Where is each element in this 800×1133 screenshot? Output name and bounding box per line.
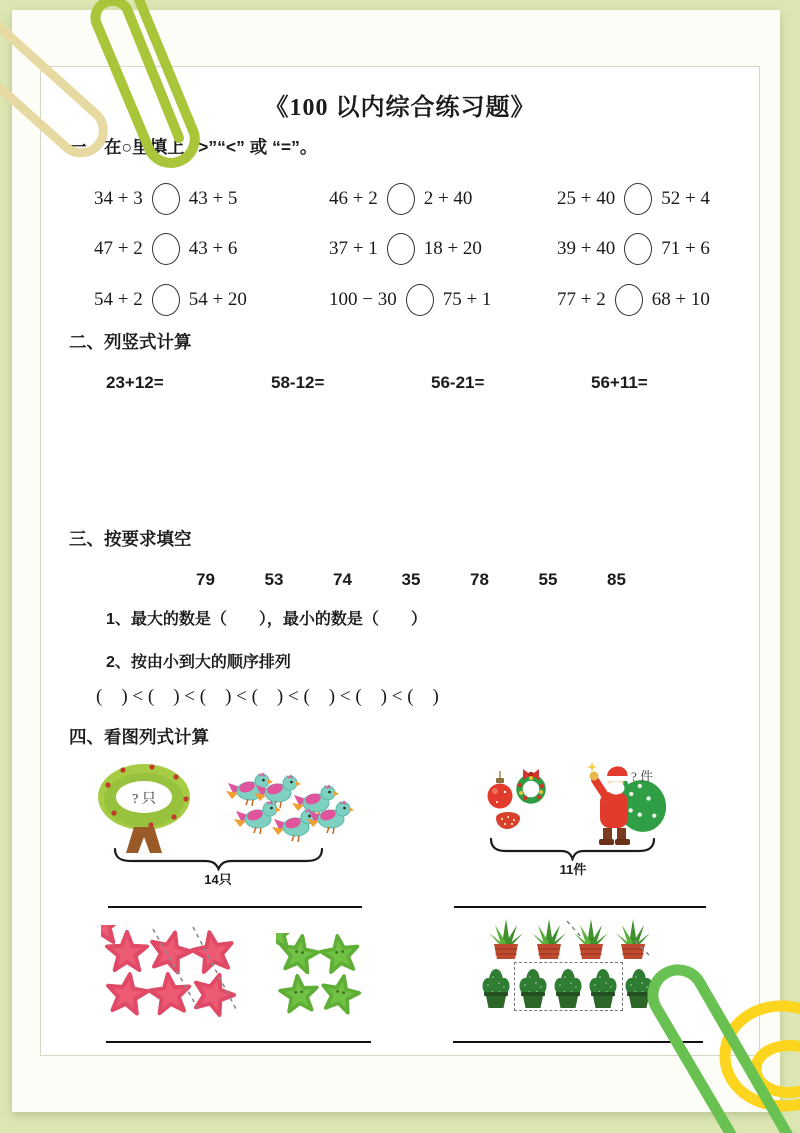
number-list <box>196 570 626 590</box>
number-item: 85 <box>607 570 626 589</box>
right-expression: 68 + 10 <box>651 289 710 310</box>
right-expression: 52 + 4 <box>661 188 710 209</box>
birds-group-icon <box>226 769 376 849</box>
number-item: 55 <box>538 570 558 589</box>
wreath-icon <box>513 764 549 808</box>
gifts-total-label: 11件 <box>559 862 587 877</box>
brace-birds <box>113 847 324 871</box>
section4-heading: 四、看图列式计算 <box>69 727 209 747</box>
comparison-problem <box>94 280 319 320</box>
pink-starfish-group-icon <box>101 925 291 1037</box>
right-expression: 75 + 1 <box>442 289 492 310</box>
comparison-answer-circle[interactable] <box>152 284 180 316</box>
tree-count-label[interactable]: ? 只 <box>132 792 156 807</box>
right-expression: 18 + 20 <box>423 238 482 259</box>
vertical-calc-problem: 23+12= <box>106 373 164 392</box>
green-starfish-group-icon <box>276 933 391 1033</box>
answer-line[interactable] <box>108 906 362 908</box>
section3-heading: 三、按要求填空 <box>69 529 192 549</box>
answer-line[interactable] <box>106 1041 371 1043</box>
answer-line[interactable] <box>454 906 706 908</box>
left-expression: 100 − 30 <box>329 289 397 310</box>
left-expression: 37 + 1 <box>329 238 378 259</box>
left-expression: 39 + 40 <box>557 238 616 259</box>
right-expression: 43 + 6 <box>188 238 238 259</box>
left-expression: 25 + 40 <box>557 188 616 209</box>
vertical-calc-problem: 58-12= <box>271 373 325 392</box>
right-expression: 71 + 6 <box>661 238 710 259</box>
comparison-answer-circle[interactable] <box>152 233 180 265</box>
comparison-problem <box>557 280 792 320</box>
comparison-answer-circle[interactable] <box>387 183 415 215</box>
tree-icon <box>96 761 192 855</box>
comparison-problem <box>557 179 782 219</box>
left-expression: 77 + 2 <box>557 289 606 310</box>
section1-heading: 一、在○里填上 “>”“<” 或 “=”。 <box>69 137 318 157</box>
comparison-answer-circle[interactable] <box>624 183 652 215</box>
berry-icon <box>493 807 523 831</box>
comparison-answer-circle[interactable] <box>406 284 434 316</box>
section2-heading: 二、列竖式计算 <box>69 332 192 352</box>
left-expression: 54 + 2 <box>94 289 143 310</box>
comparison-problem <box>94 229 319 269</box>
birds-total-label: 14只 <box>204 872 232 887</box>
number-item: 53 <box>264 570 284 589</box>
comparison-problem <box>557 229 782 269</box>
vertical-calc-problem: 56-21= <box>431 373 485 392</box>
comparison-answer-circle[interactable] <box>615 284 643 316</box>
sack-count-label[interactable]: ? 件 <box>631 769 654 784</box>
page-title: 《100 以内综合练习题》 <box>264 95 536 121</box>
ordering-blanks[interactable]: ( ) < ( ) < ( ) < ( ) < ( ) < ( ) < ( ) <box>96 686 439 707</box>
paperclip-icon <box>598 957 800 1133</box>
comparison-answer-circle[interactable] <box>624 233 652 265</box>
left-expression: 47 + 2 <box>94 238 143 259</box>
worksheet-frame <box>40 66 760 1056</box>
number-item: 78 <box>470 570 489 589</box>
cactus-icon <box>479 967 513 1009</box>
left-expression: 46 + 2 <box>329 188 378 209</box>
comparison-problem <box>329 280 564 320</box>
number-item: 79 <box>196 570 215 589</box>
right-expression: 2 + 40 <box>423 188 473 209</box>
comparison-problem <box>329 179 554 219</box>
paperclip-icon <box>0 0 235 210</box>
aloe-plant-icon <box>487 917 525 961</box>
number-item: 74 <box>333 570 352 589</box>
question-ordering: 2、按由小到大的顺序排列 <box>106 654 291 671</box>
number-item: 35 <box>401 570 421 589</box>
right-expression: 54 + 20 <box>188 289 247 310</box>
question-max-min[interactable]: 1、最大的数是（ ），最小的数是（ ） <box>106 611 427 628</box>
left-expression: 34 + 3 <box>94 188 143 209</box>
comparison-problem <box>329 229 554 269</box>
comparison-answer-circle[interactable] <box>387 233 415 265</box>
brace-gifts <box>489 837 656 861</box>
vertical-calc-problem: 56+11= <box>591 373 648 392</box>
right-expression: 43 + 5 <box>188 188 238 209</box>
